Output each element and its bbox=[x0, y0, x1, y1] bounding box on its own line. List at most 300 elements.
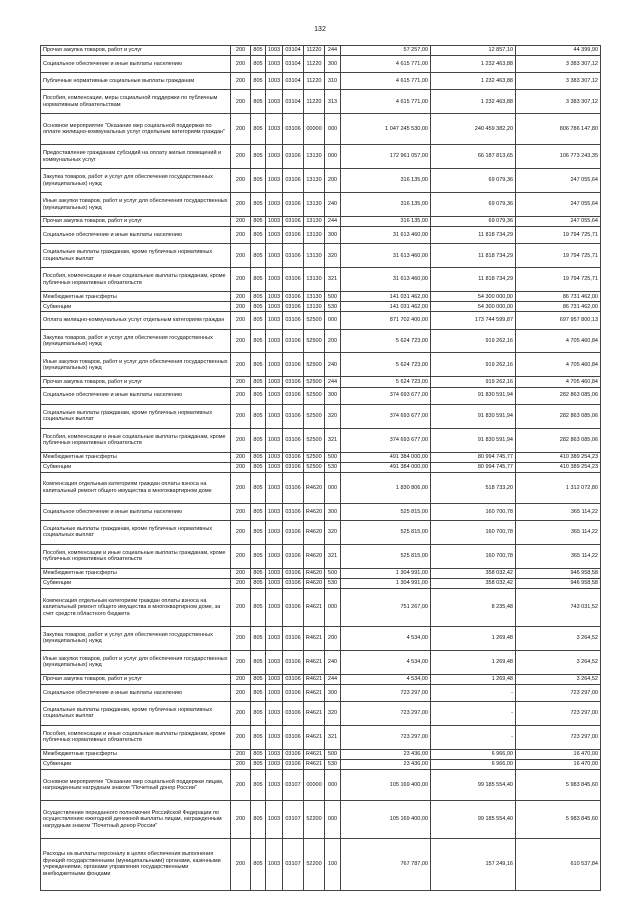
code-admin: 200 bbox=[231, 312, 251, 329]
expense-name: Субвенции bbox=[41, 462, 231, 472]
code-department: 805 bbox=[251, 329, 266, 353]
amount-approved: 172 961 057,00 bbox=[341, 145, 431, 169]
code-department: 805 bbox=[251, 452, 266, 462]
amount-remaining: 19 794 725,71 bbox=[516, 244, 601, 268]
expense-name: Иные закупки товаров, работ и услуг для обеспечения государственных (муниципальных) нужд bbox=[41, 650, 231, 674]
amount-remaining: 723 297,00 bbox=[516, 701, 601, 725]
amount-executed: 358 032,42 bbox=[431, 568, 516, 578]
code-expense-type: 000 bbox=[325, 114, 341, 145]
table-row bbox=[41, 749, 601, 759]
code-program: 03104 bbox=[283, 90, 304, 114]
code-section: 1003 bbox=[266, 838, 283, 890]
code-admin: 200 bbox=[231, 353, 251, 377]
code-section: 1003 bbox=[266, 520, 283, 544]
code-direction: R4620 bbox=[304, 472, 325, 503]
code-section: 1003 bbox=[266, 217, 283, 227]
code-program: 03104 bbox=[283, 73, 304, 90]
code-section: 1003 bbox=[266, 329, 283, 353]
amount-remaining: 4 705 460,84 bbox=[516, 353, 601, 377]
code-department: 805 bbox=[251, 428, 266, 452]
amount-approved: 4 615 771,00 bbox=[341, 73, 431, 90]
amount-executed: 54 300 000,00 bbox=[431, 302, 516, 312]
code-admin: 200 bbox=[231, 329, 251, 353]
code-direction: R4621 bbox=[304, 674, 325, 684]
code-department: 805 bbox=[251, 520, 266, 544]
code-program: 03106 bbox=[283, 503, 304, 520]
code-program: 03106 bbox=[283, 145, 304, 169]
code-section: 1003 bbox=[266, 377, 283, 387]
amount-approved: 141 031 462,00 bbox=[341, 292, 431, 302]
amount-executed: 12 857,10 bbox=[431, 46, 516, 56]
code-admin: 200 bbox=[231, 760, 251, 770]
amount-approved: 4 615 771,00 bbox=[341, 90, 431, 114]
code-department: 805 bbox=[251, 73, 266, 90]
code-section: 1003 bbox=[266, 452, 283, 462]
code-department: 805 bbox=[251, 114, 266, 145]
code-expense-type: 321 bbox=[325, 428, 341, 452]
code-admin: 200 bbox=[231, 302, 251, 312]
code-direction: R4620 bbox=[304, 544, 325, 568]
code-direction: 13130 bbox=[304, 244, 325, 268]
code-department: 805 bbox=[251, 568, 266, 578]
code-direction: 52500 bbox=[304, 452, 325, 462]
expense-name: Социальное обеспечение и иные выплаты населению bbox=[41, 684, 231, 701]
amount-executed: 1 232 463,88 bbox=[431, 56, 516, 73]
amount-remaining: 723 297,00 bbox=[516, 725, 601, 749]
amount-remaining: 86 731 462,00 bbox=[516, 302, 601, 312]
expense-name: Осуществление переданного полномочия Российской Федерации по осуществлению ежегодной денежной выплаты лицам, награжденным нагрудным знаком "Почетный донор России" bbox=[41, 801, 231, 839]
amount-approved: 871 702 400,00 bbox=[341, 312, 431, 329]
code-program: 03106 bbox=[283, 169, 304, 193]
code-program: 03106 bbox=[283, 650, 304, 674]
code-department: 805 bbox=[251, 217, 266, 227]
code-program: 03106 bbox=[283, 674, 304, 684]
amount-remaining: 282 863 085,06 bbox=[516, 387, 601, 404]
code-section: 1003 bbox=[266, 90, 283, 114]
page-number: 132 bbox=[314, 26, 326, 33]
table-row bbox=[41, 544, 601, 568]
table-row bbox=[41, 56, 601, 73]
code-direction: 13130 bbox=[304, 302, 325, 312]
code-program: 03106 bbox=[283, 217, 304, 227]
code-admin: 200 bbox=[231, 462, 251, 472]
expense-name: Пособия, компенсации и иные социальные выплаты гражданам, кроме публичных нормативных обязательств bbox=[41, 268, 231, 292]
code-direction: 52500 bbox=[304, 329, 325, 353]
code-department: 805 bbox=[251, 578, 266, 588]
amount-remaining: 247 055,64 bbox=[516, 193, 601, 217]
amount-approved: 23 436,00 bbox=[341, 760, 431, 770]
code-admin: 200 bbox=[231, 145, 251, 169]
code-department: 805 bbox=[251, 292, 266, 302]
amount-executed: 69 079,36 bbox=[431, 169, 516, 193]
code-admin: 200 bbox=[231, 749, 251, 759]
expense-name: Межбюджетные трансферты bbox=[41, 292, 231, 302]
amount-remaining: 5 983 845,60 bbox=[516, 770, 601, 801]
code-admin: 200 bbox=[231, 114, 251, 145]
code-program: 03106 bbox=[283, 193, 304, 217]
code-section: 1003 bbox=[266, 244, 283, 268]
code-direction: R4621 bbox=[304, 749, 325, 759]
code-direction: R4620 bbox=[304, 578, 325, 588]
expense-name: Межбюджетные трансферты bbox=[41, 452, 231, 462]
code-direction: R4620 bbox=[304, 520, 325, 544]
table-row bbox=[41, 329, 601, 353]
code-expense-type: 313 bbox=[325, 90, 341, 114]
amount-executed: 69 079,36 bbox=[431, 217, 516, 227]
amount-remaining: 106 773 243,35 bbox=[516, 145, 601, 169]
amount-remaining: 247 055,64 bbox=[516, 169, 601, 193]
amount-approved: 5 624 723,00 bbox=[341, 353, 431, 377]
code-section: 1003 bbox=[266, 568, 283, 578]
code-admin: 200 bbox=[231, 428, 251, 452]
code-direction: 13130 bbox=[304, 217, 325, 227]
code-section: 1003 bbox=[266, 73, 283, 90]
code-admin: 200 bbox=[231, 684, 251, 701]
table-row bbox=[41, 312, 601, 329]
code-program: 03106 bbox=[283, 452, 304, 462]
code-program: 03106 bbox=[283, 568, 304, 578]
table-row bbox=[41, 674, 601, 684]
code-program: 03104 bbox=[283, 56, 304, 73]
amount-approved: 723 297,00 bbox=[341, 701, 431, 725]
code-section: 1003 bbox=[266, 589, 283, 627]
amount-executed: 1 269,48 bbox=[431, 626, 516, 650]
amount-remaining: 19 794 725,71 bbox=[516, 227, 601, 244]
amount-remaining: 4 705 460,84 bbox=[516, 329, 601, 353]
amount-approved: 31 613 460,00 bbox=[341, 227, 431, 244]
code-department: 805 bbox=[251, 503, 266, 520]
table-row bbox=[41, 377, 601, 387]
amount-executed: 160 700,78 bbox=[431, 520, 516, 544]
expense-name: Закупка товаров, работ и услуг для обеспечения государственных (муниципальных) нужд bbox=[41, 329, 231, 353]
code-direction: 00000 bbox=[304, 114, 325, 145]
table-row bbox=[41, 46, 601, 56]
code-expense-type: 100 bbox=[325, 838, 341, 890]
code-department: 805 bbox=[251, 145, 266, 169]
code-admin: 200 bbox=[231, 227, 251, 244]
code-direction: 52500 bbox=[304, 428, 325, 452]
code-program: 03106 bbox=[283, 684, 304, 701]
code-expense-type: 240 bbox=[325, 353, 341, 377]
code-program: 03106 bbox=[283, 626, 304, 650]
amount-remaining: 946 958,58 bbox=[516, 568, 601, 578]
amount-executed: 8 235,48 bbox=[431, 589, 516, 627]
code-section: 1003 bbox=[266, 353, 283, 377]
amount-approved: 525 815,00 bbox=[341, 520, 431, 544]
table-row bbox=[41, 503, 601, 520]
code-direction: 11220 bbox=[304, 73, 325, 90]
amount-approved: 105 169 400,00 bbox=[341, 770, 431, 801]
code-section: 1003 bbox=[266, 312, 283, 329]
code-admin: 200 bbox=[231, 801, 251, 839]
table-row bbox=[41, 472, 601, 503]
code-program: 03104 bbox=[283, 46, 304, 56]
code-direction: R4621 bbox=[304, 650, 325, 674]
amount-remaining: 3 264,52 bbox=[516, 626, 601, 650]
expense-name: Предоставление гражданам субсидий на оплату жилых помещений и коммунальных услуг bbox=[41, 145, 231, 169]
expense-name: Социальные выплаты гражданам, кроме публичных нормативных социальных выплат bbox=[41, 701, 231, 725]
amount-remaining: 697 957 800,13 bbox=[516, 312, 601, 329]
code-direction: R4621 bbox=[304, 684, 325, 701]
code-program: 03107 bbox=[283, 838, 304, 890]
code-expense-type: 300 bbox=[325, 227, 341, 244]
amount-executed: 1 232 463,88 bbox=[431, 73, 516, 90]
table-row bbox=[41, 520, 601, 544]
amount-remaining: 410 389 254,23 bbox=[516, 452, 601, 462]
code-expense-type: 300 bbox=[325, 387, 341, 404]
amount-remaining: 365 114,22 bbox=[516, 520, 601, 544]
amount-remaining: 44 399,90 bbox=[516, 46, 601, 56]
amount-remaining: 3 383 307,12 bbox=[516, 56, 601, 73]
code-program: 03106 bbox=[283, 701, 304, 725]
code-program: 03106 bbox=[283, 544, 304, 568]
code-admin: 200 bbox=[231, 770, 251, 801]
amount-executed: 919 262,16 bbox=[431, 353, 516, 377]
amount-approved: 316 135,00 bbox=[341, 169, 431, 193]
amount-remaining: 610 537,84 bbox=[516, 838, 601, 890]
code-direction: 52500 bbox=[304, 462, 325, 472]
expense-name: Социальное обеспечение и иные выплаты населению bbox=[41, 227, 231, 244]
code-expense-type: 000 bbox=[325, 312, 341, 329]
amount-executed: 80 994 745,77 bbox=[431, 462, 516, 472]
code-program: 03107 bbox=[283, 801, 304, 839]
code-program: 03106 bbox=[283, 292, 304, 302]
table-row bbox=[41, 268, 601, 292]
code-expense-type: 244 bbox=[325, 377, 341, 387]
code-section: 1003 bbox=[266, 227, 283, 244]
expense-name: Прочая закупка товаров, работ и услуг bbox=[41, 217, 231, 227]
code-section: 1003 bbox=[266, 169, 283, 193]
amount-executed: - bbox=[431, 725, 516, 749]
code-expense-type: 530 bbox=[325, 578, 341, 588]
code-direction: R4621 bbox=[304, 626, 325, 650]
code-admin: 200 bbox=[231, 73, 251, 90]
code-section: 1003 bbox=[266, 578, 283, 588]
table-row bbox=[41, 227, 601, 244]
code-admin: 200 bbox=[231, 387, 251, 404]
code-department: 805 bbox=[251, 46, 266, 56]
budget-table-body bbox=[41, 46, 601, 891]
code-expense-type: 240 bbox=[325, 193, 341, 217]
amount-remaining: 86 731 462,00 bbox=[516, 292, 601, 302]
code-expense-type: 500 bbox=[325, 568, 341, 578]
code-expense-type: 530 bbox=[325, 302, 341, 312]
table-row bbox=[41, 292, 601, 302]
code-direction: 11220 bbox=[304, 90, 325, 114]
amount-executed: - bbox=[431, 701, 516, 725]
code-expense-type: 320 bbox=[325, 244, 341, 268]
expense-name: Прочая закупка товаров, работ и услуг bbox=[41, 377, 231, 387]
code-department: 805 bbox=[251, 193, 266, 217]
amount-executed: 518 733,20 bbox=[431, 472, 516, 503]
code-admin: 200 bbox=[231, 568, 251, 578]
table-row bbox=[41, 684, 601, 701]
code-direction: 52500 bbox=[304, 353, 325, 377]
expense-name: Пособия, компенсации и иные социальные выплаты гражданам, кроме публичных нормативных обязательств bbox=[41, 428, 231, 452]
expense-name: Социальное обеспечение и иные выплаты населению bbox=[41, 503, 231, 520]
expense-name: Пособия, компенсации, меры социальной поддержки по публичным нормативным обязательствам bbox=[41, 90, 231, 114]
amount-executed: 173 744 599,87 bbox=[431, 312, 516, 329]
amount-approved: 4 534,00 bbox=[341, 650, 431, 674]
code-expense-type: 300 bbox=[325, 56, 341, 73]
table-row bbox=[41, 217, 601, 227]
code-department: 805 bbox=[251, 801, 266, 839]
code-department: 805 bbox=[251, 377, 266, 387]
amount-approved: 1 830 806,00 bbox=[341, 472, 431, 503]
code-department: 805 bbox=[251, 770, 266, 801]
code-expense-type: 200 bbox=[325, 626, 341, 650]
amount-remaining: 247 055,64 bbox=[516, 217, 601, 227]
amount-remaining: 806 786 147,80 bbox=[516, 114, 601, 145]
code-department: 805 bbox=[251, 302, 266, 312]
code-admin: 200 bbox=[231, 377, 251, 387]
code-section: 1003 bbox=[266, 503, 283, 520]
amount-remaining: 723 297,00 bbox=[516, 684, 601, 701]
code-program: 03106 bbox=[283, 725, 304, 749]
amount-remaining: 3 383 307,12 bbox=[516, 73, 601, 90]
amount-remaining: 19 794 725,71 bbox=[516, 268, 601, 292]
amount-executed: 11 818 734,29 bbox=[431, 268, 516, 292]
amount-remaining: 3 383 307,12 bbox=[516, 90, 601, 114]
code-direction: R4621 bbox=[304, 589, 325, 627]
code-expense-type: 244 bbox=[325, 217, 341, 227]
code-expense-type: 000 bbox=[325, 770, 341, 801]
code-program: 03106 bbox=[283, 760, 304, 770]
code-program: 03106 bbox=[283, 114, 304, 145]
amount-remaining: 410 389 254,23 bbox=[516, 462, 601, 472]
amount-approved: 105 169 400,00 bbox=[341, 801, 431, 839]
table-row bbox=[41, 353, 601, 377]
expense-name: Иные закупки товаров, работ и услуг для обеспечения государственных (муниципальных) нужд bbox=[41, 193, 231, 217]
table-row bbox=[41, 770, 601, 801]
code-department: 805 bbox=[251, 227, 266, 244]
table-row bbox=[41, 650, 601, 674]
amount-executed: 1 269,48 bbox=[431, 674, 516, 684]
amount-executed: 157 249,16 bbox=[431, 838, 516, 890]
code-direction: 13130 bbox=[304, 292, 325, 302]
code-direction: 00000 bbox=[304, 770, 325, 801]
code-expense-type: 300 bbox=[325, 503, 341, 520]
code-department: 805 bbox=[251, 749, 266, 759]
code-direction: 52500 bbox=[304, 387, 325, 404]
amount-executed: 91 830 591,94 bbox=[431, 404, 516, 428]
code-program: 03106 bbox=[283, 520, 304, 544]
table-row bbox=[41, 462, 601, 472]
amount-approved: 374 693 677,00 bbox=[341, 387, 431, 404]
code-direction: 52200 bbox=[304, 801, 325, 839]
code-admin: 200 bbox=[231, 452, 251, 462]
expense-name: Субвенции bbox=[41, 578, 231, 588]
amount-executed: 80 994 745,77 bbox=[431, 452, 516, 462]
amount-executed: 99 185 554,40 bbox=[431, 801, 516, 839]
expense-name: Публичные нормативные социальные выплаты гражданам bbox=[41, 73, 231, 90]
code-direction: 11220 bbox=[304, 46, 325, 56]
code-section: 1003 bbox=[266, 292, 283, 302]
amount-remaining: 1 312 072,80 bbox=[516, 472, 601, 503]
expense-name: Социальные выплаты гражданам, кроме публичных нормативных социальных выплат bbox=[41, 520, 231, 544]
code-section: 1003 bbox=[266, 193, 283, 217]
code-expense-type: 240 bbox=[325, 650, 341, 674]
code-department: 805 bbox=[251, 589, 266, 627]
code-admin: 200 bbox=[231, 217, 251, 227]
amount-remaining: 282 863 085,06 bbox=[516, 404, 601, 428]
code-expense-type: 320 bbox=[325, 520, 341, 544]
table-row bbox=[41, 145, 601, 169]
code-section: 1003 bbox=[266, 56, 283, 73]
code-program: 03106 bbox=[283, 353, 304, 377]
expense-name: Социальные выплаты гражданам, кроме публичных нормативных социальных выплат bbox=[41, 404, 231, 428]
code-expense-type: 530 bbox=[325, 760, 341, 770]
amount-remaining: 365 114,22 bbox=[516, 544, 601, 568]
code-department: 805 bbox=[251, 353, 266, 377]
code-admin: 200 bbox=[231, 674, 251, 684]
table-row bbox=[41, 578, 601, 588]
code-admin: 200 bbox=[231, 626, 251, 650]
amount-approved: 4 615 771,00 bbox=[341, 56, 431, 73]
code-admin: 200 bbox=[231, 292, 251, 302]
amount-remaining: 5 983 845,60 bbox=[516, 801, 601, 839]
amount-approved: 767 787,00 bbox=[341, 838, 431, 890]
amount-approved: 491 384 000,00 bbox=[341, 462, 431, 472]
table-row bbox=[41, 725, 601, 749]
code-expense-type: 000 bbox=[325, 145, 341, 169]
expense-name: Иные закупки товаров, работ и услуг для обеспечения государственных (муниципальных) нужд bbox=[41, 353, 231, 377]
amount-remaining: 282 863 085,06 bbox=[516, 428, 601, 452]
table-row bbox=[41, 589, 601, 627]
table-row bbox=[41, 302, 601, 312]
code-department: 805 bbox=[251, 312, 266, 329]
code-department: 805 bbox=[251, 544, 266, 568]
code-admin: 200 bbox=[231, 90, 251, 114]
code-department: 805 bbox=[251, 838, 266, 890]
amount-approved: 4 534,00 bbox=[341, 674, 431, 684]
code-direction: 52200 bbox=[304, 838, 325, 890]
code-program: 03106 bbox=[283, 472, 304, 503]
table-row bbox=[41, 838, 601, 890]
code-admin: 200 bbox=[231, 650, 251, 674]
code-direction: 13130 bbox=[304, 227, 325, 244]
code-admin: 200 bbox=[231, 193, 251, 217]
amount-approved: 723 297,00 bbox=[341, 725, 431, 749]
table-row bbox=[41, 626, 601, 650]
code-program: 03106 bbox=[283, 227, 304, 244]
code-section: 1003 bbox=[266, 268, 283, 292]
code-expense-type: 000 bbox=[325, 801, 341, 839]
amount-approved: 57 257,00 bbox=[341, 46, 431, 56]
code-section: 1003 bbox=[266, 428, 283, 452]
expense-name: Компенсация отдельным категориям граждан оплаты взноса на капитальный ремонт общего имущества в многоквартирном доме bbox=[41, 472, 231, 503]
code-expense-type: 310 bbox=[325, 73, 341, 90]
code-direction: R4620 bbox=[304, 503, 325, 520]
code-admin: 200 bbox=[231, 701, 251, 725]
code-section: 1003 bbox=[266, 387, 283, 404]
code-expense-type: 244 bbox=[325, 46, 341, 56]
code-department: 805 bbox=[251, 268, 266, 292]
code-expense-type: 320 bbox=[325, 701, 341, 725]
code-direction: 13130 bbox=[304, 145, 325, 169]
code-expense-type: 500 bbox=[325, 292, 341, 302]
code-section: 1003 bbox=[266, 760, 283, 770]
table-row bbox=[41, 452, 601, 462]
code-expense-type: 321 bbox=[325, 725, 341, 749]
code-department: 805 bbox=[251, 725, 266, 749]
expense-name: Субвенции bbox=[41, 760, 231, 770]
code-direction: R4621 bbox=[304, 725, 325, 749]
amount-approved: 751 267,00 bbox=[341, 589, 431, 627]
code-department: 805 bbox=[251, 626, 266, 650]
amount-executed: 91 830 591,94 bbox=[431, 428, 516, 452]
amount-approved: 1 304 991,00 bbox=[341, 578, 431, 588]
